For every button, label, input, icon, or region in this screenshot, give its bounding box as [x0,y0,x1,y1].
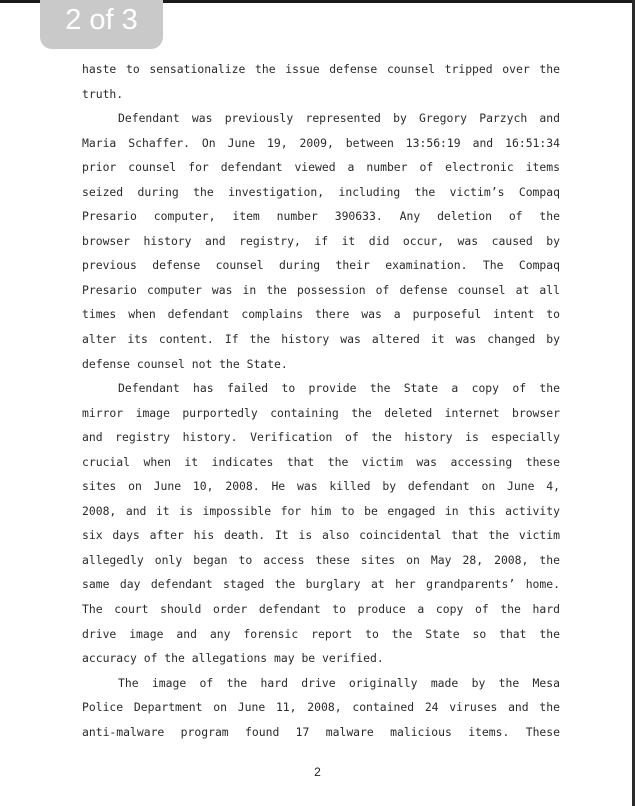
text-line: alter its content. If the history was altered it was changed by [82,332,560,347]
text-line: truth. [82,86,124,101]
page-number: 2 [314,765,321,779]
text-line: browser history and registry, if it did occur, was caused by [82,233,560,248]
text-line: previous defense counsel during their examination. The Compaq [82,258,560,273]
page-indicator-badge: 2 of 3 [40,0,163,49]
text-line: Defendant has failed to provide the State a copy of the [118,381,560,396]
text-line: drive image and any forensic report to the State so that the [82,626,560,641]
text-line: and registry history. Verification of the history is especially [82,430,560,445]
paragraph [82,671,560,745]
text-line: sites on June 10, 2008. He was killed by defendant on June 4, [82,479,560,494]
text-line: Presario computer, item number 390633. Any deletion of the [82,209,560,224]
text-line: seized during the investigation, including the victim’s Compaq [82,184,560,199]
text-line: crucial when it indicates that the victim was accessing these [82,454,560,469]
paragraph [82,376,560,671]
text-line: Police Department on June 11, 2008, contained 24 viruses and the [82,700,560,715]
text-line: anti-malware program found 17 malware malicious items. These [82,724,560,739]
paragraph [82,106,560,376]
text-line: Defendant was previously represented by Gregory Parzych and [118,111,560,126]
text-line: mirror image purportedly containing the deleted internet browser [82,405,560,420]
text-line: times when defendant complains there was a purposeful intent to [82,307,560,322]
text-line: prior counsel for defendant viewed a number of electronic items [82,160,560,175]
paragraph [82,57,560,106]
text-line: 2008, and it is impossible for him to be engaged in this activity [82,503,560,518]
text-line: defense counsel not the State. [82,356,288,371]
text-line: The image of the hard drive originally made by the Mesa [118,675,560,690]
text-line: allegedly only began to access these sites on May 28, 2008, the [82,552,560,567]
text-line: The court should order defendant to produce a copy of the hard [82,602,560,617]
text-line: accuracy of the allegations may be verified. [82,651,384,666]
text-line: haste to sensationalize the issue defense counsel tripped over the [82,62,560,76]
text-line: six days after his death. It is also coincidental that the victim [82,528,560,543]
text-line: Maria Schaffer. On June 19, 2009, between 13:56:19 and 16:51:34 [82,135,560,150]
document-body [82,57,560,744]
text-line: same day defendant staged the burglary at her grandparents’ home. [82,577,560,592]
text-line: Presario computer was in the possession of defense counsel at all [82,282,560,297]
